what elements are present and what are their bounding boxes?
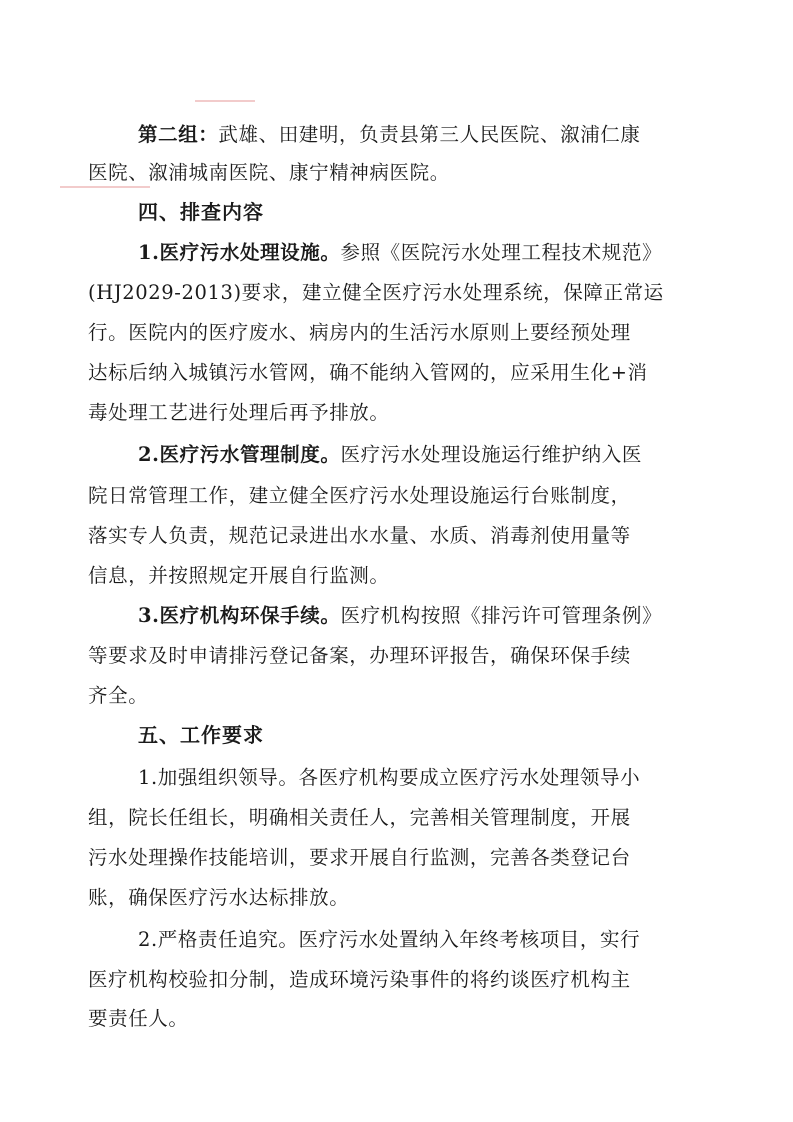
item5-1-line-3: 污水处理操作技能培训，要求开展自行监测，完善各类登记台 [88,846,631,869]
stamp-bleed-mark [195,100,255,102]
group2-line-2: 医院、溆浦城南医院、康宁精神病医院。 [88,161,450,184]
section5-heading: 五、工作要求 [138,723,264,747]
group2-label: 第二组： [138,123,219,146]
item4-2-line-1 [138,442,642,468]
item4-1-label: 1.医疗污水处理设施。 [138,241,341,264]
item4-1-line-3: 行。医院内的医疗废水、病房内的生活污水原则上要经预处理 [88,321,631,344]
item5-2-line-1: 2.严格责任追究。医疗污水处置纳入年终考核项目，实行 [138,928,641,951]
item4-2-text: 医疗污水处理设施运行维护纳入医 [340,443,642,466]
item4-2-line-2: 院日常管理工作，建立健全医疗污水处理设施运行台账制度， [88,484,631,507]
item4-2-label: 2.医疗污水管理制度。 [138,443,341,466]
item4-3-line-3: 齐全。 [88,684,149,707]
item5-1-line-4: 账，确保医疗污水达标排放。 [88,886,350,909]
group2-text: 武雄、田建明，负责县第三人民医院、溆浦仁康 [218,123,641,146]
item4-1-line-5: 毒处理工艺进行处理后再予排放。 [88,401,390,424]
item4-3-text: 医疗机构按照《排污许可管理条例》 [340,604,663,627]
item5-1-line-1: 1.加强组织领导。各医疗机构要成立医疗污水处理领导小 [138,766,641,789]
item4-1-text: 参照《医院污水处理工程技术规范》 [340,241,663,264]
item5-1-line-2: 组，院长任组长，明确相关责任人，完善相关管理制度，开展 [88,806,631,829]
item4-3-line-1 [138,603,662,629]
item4-1-line-2: (HJ2029-2013)要求，建立健全医疗污水处理系统，保障正常运 [88,281,664,304]
item4-1-line-4: 达标后纳入城镇污水管网，确不能纳入管网的，应采用生化+消 [88,361,648,384]
stamp-bleed-mark [60,186,150,188]
item4-1-line-1 [138,240,662,266]
section4-heading: 四、排查内容 [138,200,264,224]
item4-2-line-3: 落实专人负责，规范记录进出水水量、水质、消毒剂使用量等 [88,524,631,547]
item5-2-line-3: 要责任人。 [88,1007,189,1030]
item4-3-label: 3.医疗机构环保手续。 [138,604,341,627]
item4-2-line-4: 信息，并按照规定开展自行监测。 [88,564,390,587]
item4-3-line-2: 等要求及时申请排污登记备案，办理环评报告，确保环保手续 [88,644,631,667]
group2-line-1 [138,122,641,148]
item5-2-line-2: 医疗机构校验扣分制，造成环境污染事件的将约谈医疗机构主 [88,968,631,991]
